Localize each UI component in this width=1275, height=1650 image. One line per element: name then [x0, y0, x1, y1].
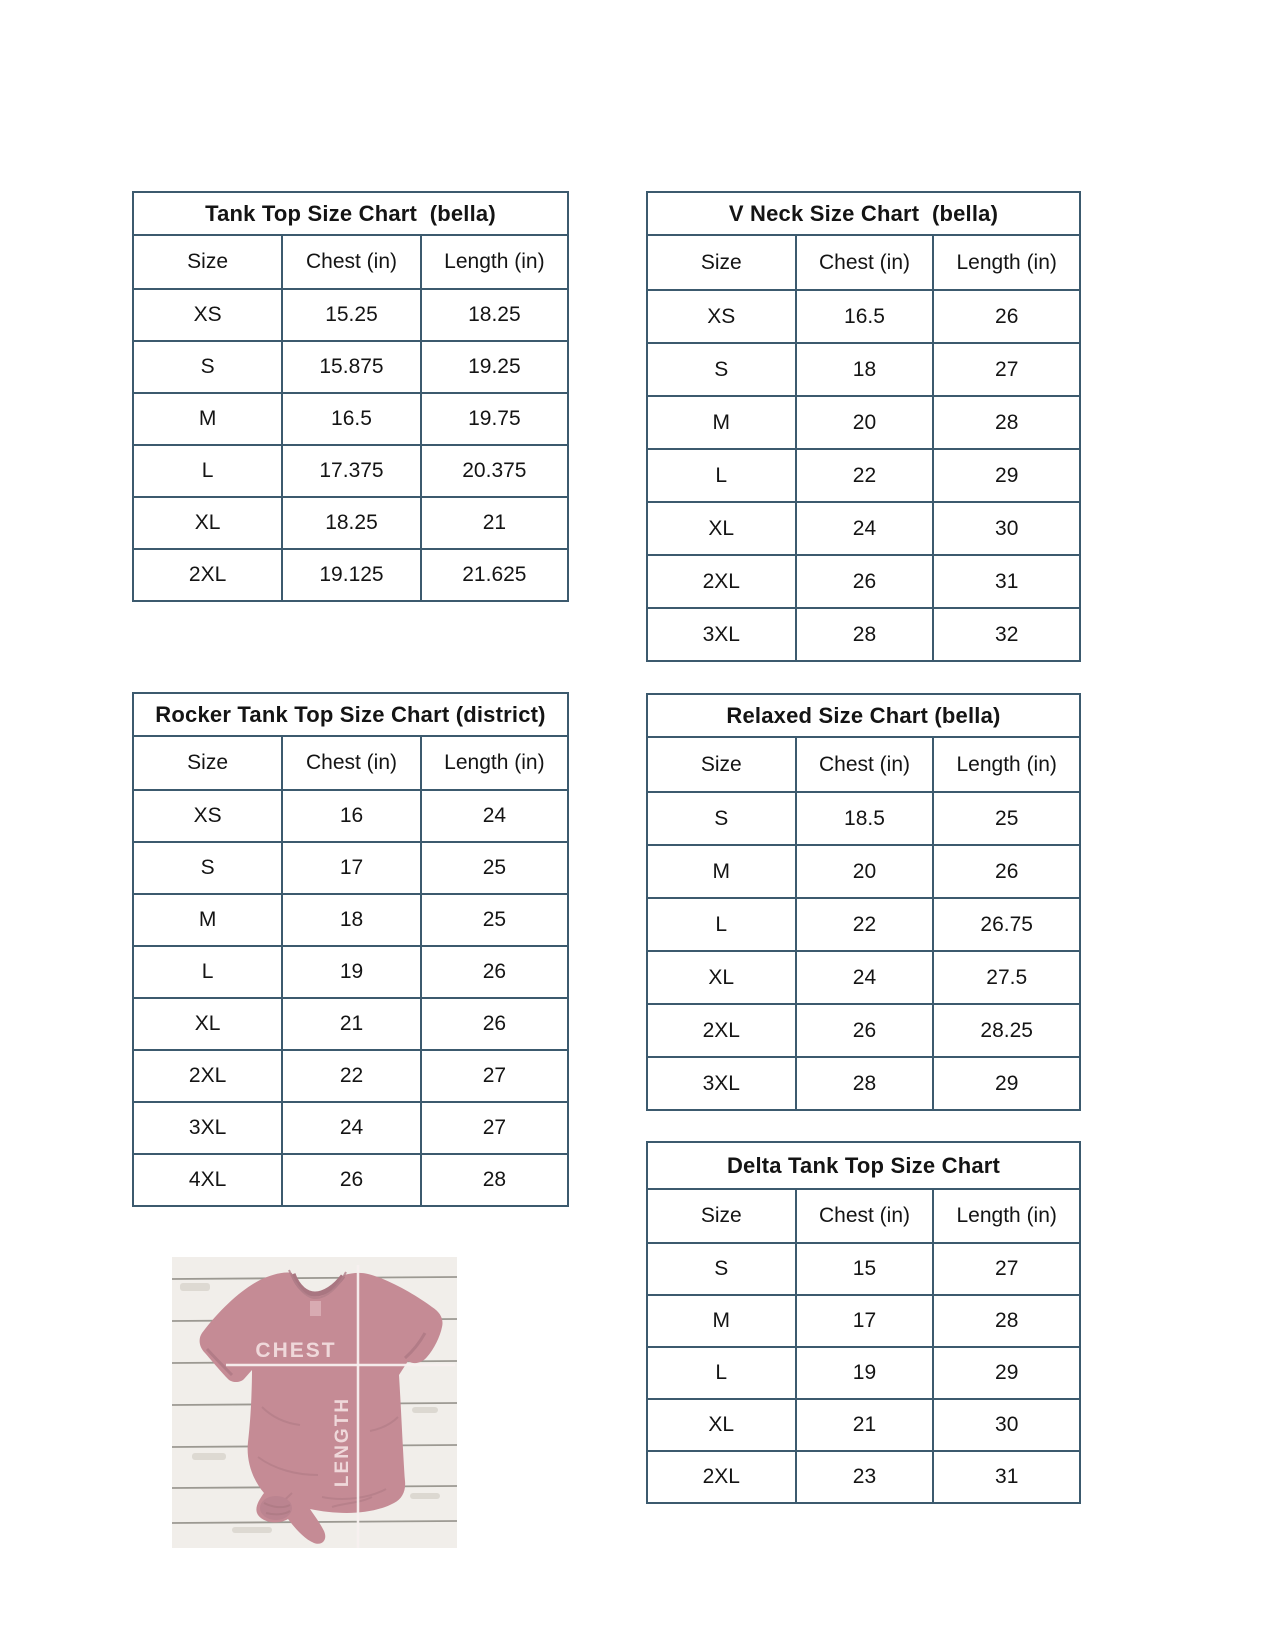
chest-cell: 22: [281, 1049, 420, 1101]
chest-cell: 17: [281, 841, 420, 893]
length-cell: 19.25: [420, 340, 567, 392]
chest-cell: 15: [795, 1242, 933, 1294]
size-cell: M: [134, 392, 281, 444]
length-cell: 29: [932, 1346, 1079, 1398]
size-cell: S: [134, 340, 281, 392]
table-title: Rocker Tank Top Size Chart (district): [134, 694, 567, 737]
chest-cell: 18.5: [795, 791, 933, 844]
chest-cell: 22: [795, 897, 933, 950]
chest-cell: 17.375: [281, 444, 420, 496]
tshirt-measurement-illustration: [172, 1257, 457, 1548]
length-cell: 26.75: [932, 897, 1079, 950]
size-cell: L: [648, 897, 795, 950]
size-cell: XS: [648, 289, 795, 342]
chest-cell: 24: [795, 501, 933, 554]
size-cell: XL: [648, 950, 795, 1003]
v-neck-size-chart-table: [646, 191, 1081, 662]
size-cell: 2XL: [648, 554, 795, 607]
table-grid: [134, 737, 567, 1205]
chest-cell: 19: [795, 1346, 933, 1398]
chest-cell: 21: [795, 1398, 933, 1450]
size-cell: 2XL: [648, 1003, 795, 1056]
size-cell: XS: [134, 789, 281, 841]
column-header-length: Length (in): [420, 236, 567, 288]
length-cell: 28: [932, 1294, 1079, 1346]
tank-top-size-chart-table: [132, 191, 569, 602]
size-cell: XL: [648, 1398, 795, 1450]
length-cell: 31: [932, 554, 1079, 607]
size-cell: L: [134, 945, 281, 997]
chest-cell: 22: [795, 448, 933, 501]
chest-cell: 26: [281, 1153, 420, 1205]
chest-cell: 24: [281, 1101, 420, 1153]
column-header-length: Length (in): [932, 236, 1079, 289]
size-cell: L: [134, 444, 281, 496]
length-cell: 26: [932, 289, 1079, 342]
chest-cell: 15.875: [281, 340, 420, 392]
chest-cell: 19: [281, 945, 420, 997]
column-header-size: Size: [700, 250, 742, 274]
length-cell: 27: [420, 1101, 567, 1153]
chest-cell: 24: [795, 950, 933, 1003]
size-cell: 3XL: [648, 1056, 795, 1109]
length-cell: 20.375: [420, 444, 567, 496]
length-cell: 24: [420, 789, 567, 841]
chest-cell: 18.25: [281, 496, 420, 548]
length-cell: 28: [420, 1153, 567, 1205]
length-cell: 32: [932, 607, 1079, 660]
table-grid: [648, 738, 1079, 1109]
column-header-length: Length (in): [420, 737, 567, 789]
delta-tank-top-size-chart-table: [646, 1141, 1081, 1504]
size-cell: S: [648, 1242, 795, 1294]
size-cell: M: [648, 395, 795, 448]
length-cell: 25: [420, 841, 567, 893]
table-title: Delta Tank Top Size Chart: [648, 1143, 1079, 1190]
length-cell: 25: [932, 791, 1079, 844]
length-cell: 26: [932, 844, 1079, 897]
table-title: V Neck Size Chart (bella): [648, 193, 1079, 236]
column-header-size: Size: [187, 751, 229, 774]
size-guide-photo: [172, 1257, 457, 1548]
column-header-chest: Chest (in): [795, 1190, 933, 1242]
chest-cell: 20: [795, 395, 933, 448]
length-cell: 19.75: [420, 392, 567, 444]
size-cell: S: [648, 791, 795, 844]
table-title: Relaxed Size Chart (bella): [648, 695, 1079, 738]
length-cell: 26: [420, 997, 567, 1049]
chest-cell: 28: [795, 1056, 933, 1109]
chest-cell: 23: [795, 1450, 933, 1502]
size-cell: XL: [648, 501, 795, 554]
length-cell: 28: [932, 395, 1079, 448]
length-cell: 25: [420, 893, 567, 945]
chest-cell: 28: [795, 607, 933, 660]
table-grid: [648, 1190, 1079, 1502]
length-cell: 21.625: [420, 548, 567, 600]
relaxed-size-chart-table: [646, 693, 1081, 1111]
size-cell: XS: [134, 288, 281, 340]
chest-cell: 16.5: [795, 289, 933, 342]
rocker-tank-top-size-chart-table: [132, 692, 569, 1207]
column-header-length: Length (in): [932, 1190, 1079, 1242]
chest-cell: 18: [281, 893, 420, 945]
length-cell: 29: [932, 448, 1079, 501]
column-header-size: Size: [700, 1204, 742, 1227]
size-cell: 3XL: [648, 607, 795, 660]
chest-cell: 26: [795, 554, 933, 607]
size-cell: M: [134, 893, 281, 945]
size-cell: L: [648, 448, 795, 501]
length-cell: 27: [932, 1242, 1079, 1294]
chest-cell: 16: [281, 789, 420, 841]
column-header-length: Length (in): [932, 738, 1079, 791]
column-header-chest: Chest (in): [281, 737, 420, 789]
length-cell: 30: [932, 501, 1079, 554]
size-cell: L: [648, 1346, 795, 1398]
length-cell: 26: [420, 945, 567, 997]
size-cell: S: [648, 342, 795, 395]
length-cell: 27: [420, 1049, 567, 1101]
size-cell: S: [134, 841, 281, 893]
length-cell: 27.5: [932, 950, 1079, 1003]
column-header-size: Size: [700, 752, 742, 776]
table-grid: [648, 236, 1079, 660]
chest-cell: 26: [795, 1003, 933, 1056]
length-cell: 29: [932, 1056, 1079, 1109]
length-cell: 27: [932, 342, 1079, 395]
size-cell: 2XL: [134, 1049, 281, 1101]
size-cell: M: [648, 1294, 795, 1346]
size-cell: 4XL: [134, 1153, 281, 1205]
size-cell: 2XL: [134, 548, 281, 600]
column-header-chest: Chest (in): [795, 738, 933, 791]
length-cell: 21: [420, 496, 567, 548]
length-cell: 31: [932, 1450, 1079, 1502]
chest-cell: 15.25: [281, 288, 420, 340]
size-cell: XL: [134, 496, 281, 548]
length-cell: 28.25: [932, 1003, 1079, 1056]
size-cell: 2XL: [648, 1450, 795, 1502]
table-grid: [134, 236, 567, 600]
table-title: Tank Top Size Chart (bella): [134, 193, 567, 236]
column-header-chest: Chest (in): [795, 236, 933, 289]
column-header-size: Size: [187, 250, 229, 273]
chest-cell: 18: [795, 342, 933, 395]
chest-cell: 16.5: [281, 392, 420, 444]
chest-cell: 17: [795, 1294, 933, 1346]
length-cell: 30: [932, 1398, 1079, 1450]
column-header-chest: Chest (in): [281, 236, 420, 288]
chest-cell: 21: [281, 997, 420, 1049]
size-cell: 3XL: [134, 1101, 281, 1153]
chest-label: CHEST: [255, 1339, 337, 1362]
length-label: LENGTH: [332, 1396, 353, 1488]
chest-cell: 20: [795, 844, 933, 897]
size-cell: M: [648, 844, 795, 897]
chest-cell: 19.125: [281, 548, 420, 600]
size-cell: XL: [134, 997, 281, 1049]
length-cell: 18.25: [420, 288, 567, 340]
